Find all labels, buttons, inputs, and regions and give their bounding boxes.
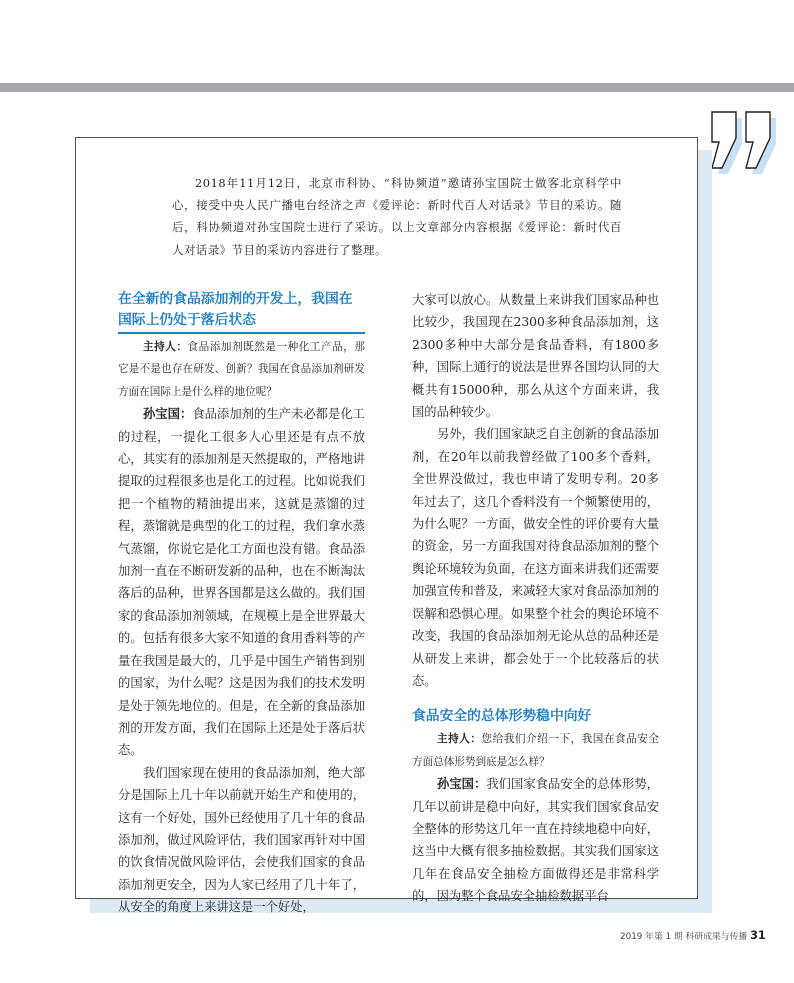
section2-host-question [412,728,659,773]
answer-p1-text: 食品添加剂的生产未必都是化工的过程，一提化工很多人心里还是有点不放心，其实有的添加剂是天然提取的，严格地讲提取的过程很多也是化工的过程。比如说我们把一个植物的精油提出来，这就是蒸馏的过程，蒸馏就是典型的化工的过程，我们拿水蒸气蒸馏，你说它是化工方面也没有错。食品添加剂一直在不断研发新的品种，也在不断淘汰落后的品种，世界各国都是这么做的。我们国家的食品添加剂领域，在规模上是全世界最大的。包括有很多大家不知道的食用香料等的产量在我国是最大的，几乎是中国生产销售到别的国家，为什么呢？这是因为我们的技术发明是处于领先地位的。但是，在全新的食品添加剂的开发方面，我们在国际上还是处于落后状态。 [118,407,365,758]
footer-issue: 2019 年第 1 期 科研成果与传播 [620,932,748,942]
section2-answer-p1 [412,773,659,907]
host-label: 主持人： [143,341,188,353]
answer-label: 孙宝国： [143,407,193,422]
section1-answer-p1 [118,403,365,762]
closing-quote-icon [700,100,782,182]
host-label: 主持人： [437,733,482,746]
host-question-text: 您给我们介绍一下，我国在食品安全方面总体形势到底是怎么样？ [412,733,660,768]
answer-p1-text: 我们国家食品安全的总体形势，几年以前讲是稳中向好，其实我们国家食品安全整体的形势这几年一直在持续地稳中向好，这当中大概有很多抽检数据。其实我们国家这几年在食品安全抽检方面做得还是非常科学的，因为整个食品安全抽检数据平台 [412,777,659,904]
answer-label: 孙宝国： [437,777,487,792]
section1-title [118,289,365,331]
host-question-text: 食品添加剂既然是一种化工产品，那它是不是也存在研发、创新？我国在食品添加剂研发方面在国际上是什么样的地位呢？ [118,341,366,398]
left-column [118,289,365,919]
section2-title: 食品安全的总体形势稳中向好 [412,708,592,725]
right-column [412,289,659,908]
section1-host-question [118,336,365,403]
section1-title-line2: 国际上仍处于落后状态 [118,312,256,328]
page-footer [620,929,766,942]
page-number: 31 [750,929,766,942]
section1-title-underline [118,332,365,334]
top-gray-rule [0,83,794,92]
intro-paragraph: 2018年11月12日，北京市科协、“科协频道”邀请孙宝国院士做客北京科学中心，接受中央人民广播电台经济之声《爱评论：新时代百人对话录》节目的采访。随后，科协频道对孙宝国院士进行了采访。以上文章部分内容根据《爱评论：新时代百人对话录》节目的采访内容进行了整理。 [172,176,622,257]
section1-title-line1: 在全新的食品添加剂的开发上，我国在 [118,291,353,307]
section1-answer-p3: 另外，我们国家缺乏自主创新的食品添加剂，在20年以前我曾经做了100多个香料，全世界没做过，我也申请了发明专利。20多年过去了，这几个香料没有一个频繁使用的，为什么呢？一方面，做安全性的评价要有大量的资金，另一方面我国对待食品添加剂的整个舆论环境较为负面，在这方面来讲我们还需要加强宣传和普及，来减轻大家对食品添加剂的误解和恐惧心理。如果整个社会的舆论环境不改变，我国的食品添加剂无论从总的品种还是从研发上来讲，都会处于一个比较落后的状态。 [412,427,659,688]
section1-answer-p2: 我们国家现在使用的食品添加剂，绝大部分是国际上几十年以前就开始生产和使用的，这有一个好处，国外已经使用了几十年的食品添加剂，做过风险评估，我们国家再针对中国的饮食情况做风险评估，会使我们国家的食品添加剂更安全，因为人家已经用了几十年了，从安全的角度上来讲这是一个好处， [118,765,365,915]
section1-answer-p2-continued: 大家可以放心。从数量上来讲我们国家品种也比较少，我国现在2300多种食品添加剂，这2300多种中大部分是食品香料，有1800多种，国际上通行的说法是世界各国均认同的大概共有15000种，那么从这个方面来讲，我国的品种较少。 [412,293,659,420]
